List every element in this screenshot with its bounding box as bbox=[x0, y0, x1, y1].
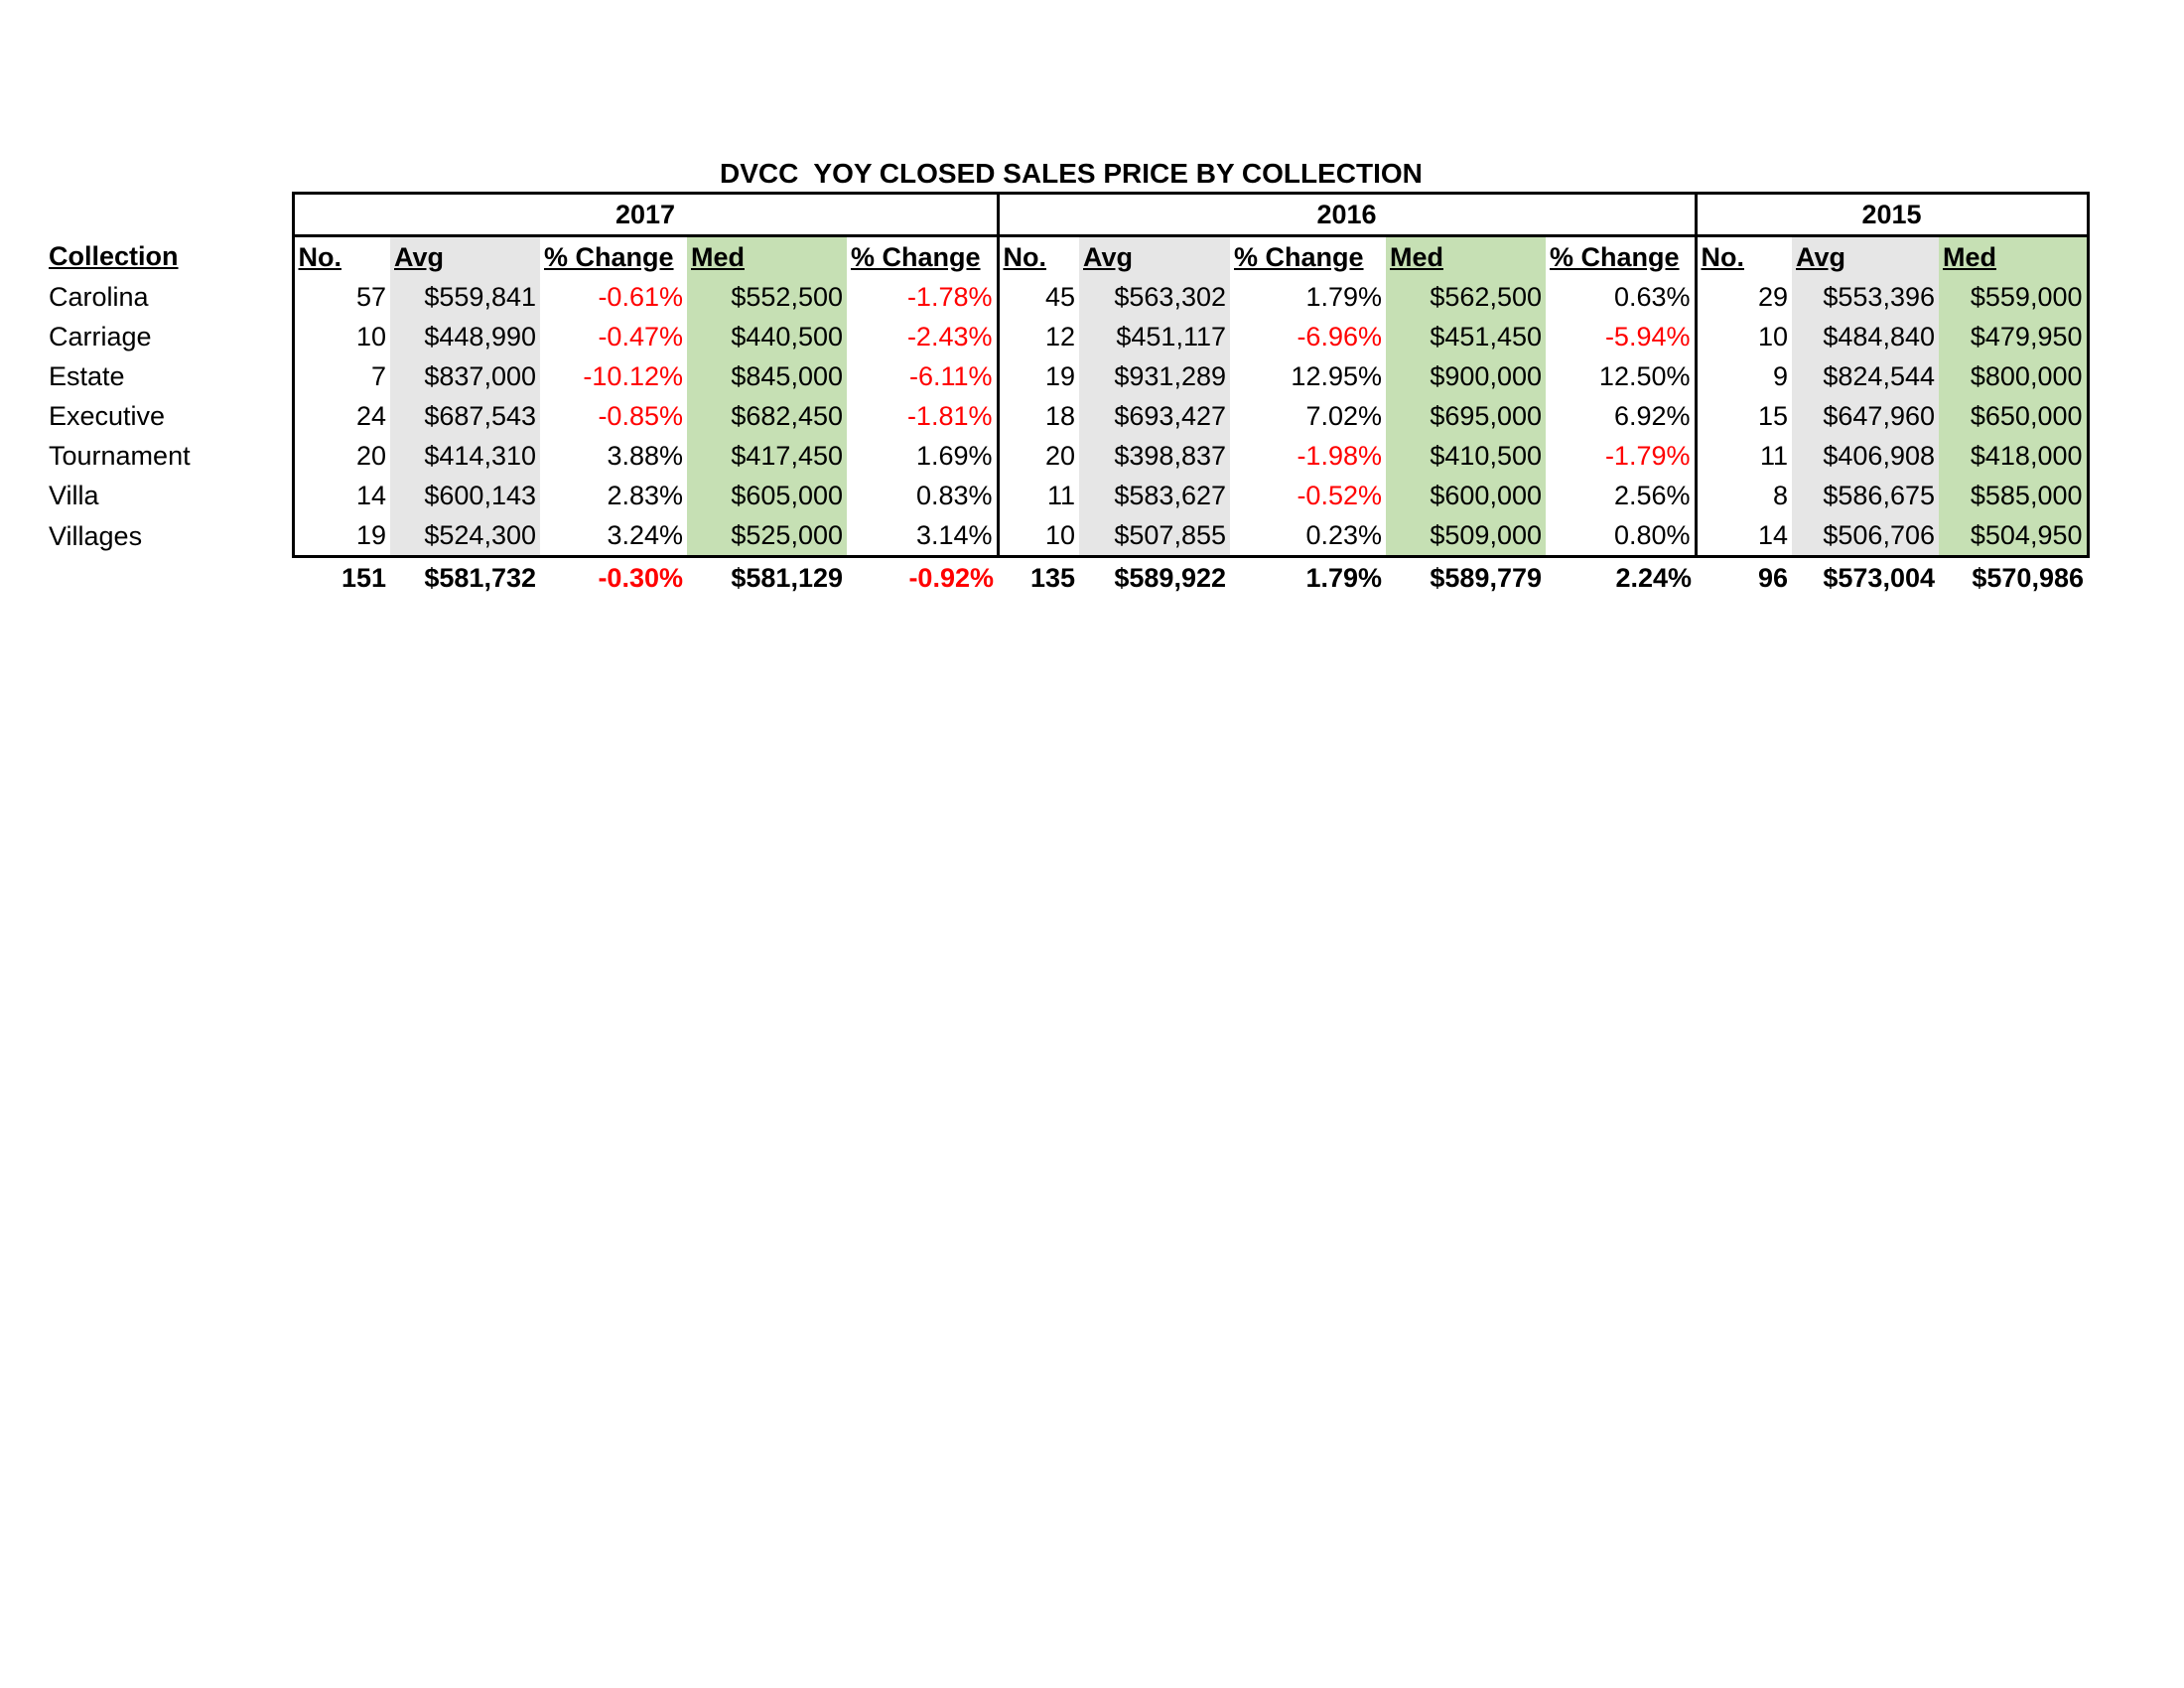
cell-2015-avg: $586,675 bbox=[1792, 476, 1939, 515]
cell-2016-avg-change: -6.96% bbox=[1297, 322, 1382, 352]
cell-2017-med-change: -2.43% bbox=[847, 317, 998, 356]
cell-2017-med: $417,450 bbox=[687, 436, 847, 476]
cell-2016-med-change: 12.50% bbox=[1546, 356, 1696, 396]
cell-2015-med: $479,950 bbox=[1939, 317, 2088, 356]
cell-2017-no: 20 bbox=[293, 436, 390, 476]
collection-name: Villages bbox=[49, 520, 143, 551]
blank-cell bbox=[45, 194, 293, 236]
total-2015-no: 96 bbox=[1757, 563, 1788, 593]
cell-2016-med: $900,000 bbox=[1386, 356, 1546, 396]
table-row bbox=[45, 476, 2088, 515]
cell-2015-med: $585,000 bbox=[1939, 476, 2088, 515]
cell-2015-med: $559,000 bbox=[1939, 277, 2088, 317]
total-2017-med-change: -0.92% bbox=[908, 563, 994, 593]
cell-2017-avg-change: -0.61% bbox=[598, 282, 683, 312]
cell-2016-med: $451,450 bbox=[1386, 317, 1546, 356]
cell-2016-avg-change: 12.95% bbox=[1291, 361, 1382, 391]
cell-2017-no: 24 bbox=[293, 396, 390, 436]
cell-2017-avg: $524,300 bbox=[390, 515, 540, 557]
cell-2017-med: $605,000 bbox=[687, 476, 847, 515]
cell-2017-avg-change: 3.88% bbox=[607, 441, 683, 471]
cell-2015-no: 9 bbox=[1696, 356, 1792, 396]
col-2017-avg: Avg bbox=[390, 236, 540, 278]
report-title: DVCC YOY CLOSED SALES PRICE BY COLLECTION bbox=[720, 158, 1423, 189]
cell-2016-avg: $451,117 bbox=[1079, 317, 1230, 356]
cell-2016-avg: $931,289 bbox=[1079, 356, 1230, 396]
total-2016-med: $589,779 bbox=[1430, 563, 1542, 593]
cell-2017-no: 7 bbox=[293, 356, 390, 396]
cell-2017-med-change: -6.11% bbox=[847, 356, 998, 396]
cell-2017-avg: $559,841 bbox=[390, 277, 540, 317]
col-2017-no: No. bbox=[293, 236, 390, 278]
cell-2017-no: 19 bbox=[293, 515, 390, 557]
cell-2017-med: $525,000 bbox=[687, 515, 847, 557]
cell-2017-avg-change: 2.83% bbox=[607, 481, 683, 510]
cell-2017-avg: $837,000 bbox=[390, 356, 540, 396]
cell-2017-avg: $600,143 bbox=[390, 476, 540, 515]
cell-2015-avg: $484,840 bbox=[1792, 317, 1939, 356]
col-2015-avg: Avg bbox=[1792, 236, 1939, 278]
total-2017-no: 151 bbox=[341, 563, 386, 593]
cell-2015-no: 29 bbox=[1696, 277, 1792, 317]
cell-2015-med: $650,000 bbox=[1939, 396, 2088, 436]
cell-2015-avg: $506,706 bbox=[1792, 515, 1939, 557]
cell-2017-no: 14 bbox=[293, 476, 390, 515]
column-header-row bbox=[45, 236, 2088, 278]
cell-2016-avg: $507,855 bbox=[1079, 515, 1230, 557]
total-2015-avg: $573,004 bbox=[1823, 563, 1935, 593]
cell-2015-avg: $824,544 bbox=[1792, 356, 1939, 396]
col-2016-med: Med bbox=[1386, 236, 1546, 278]
col-2016-no: No. bbox=[1003, 242, 1046, 272]
col-2015-no: No. bbox=[1696, 236, 1792, 278]
total-2017-med: $581,129 bbox=[731, 563, 843, 593]
total-2016-med-change: 2.24% bbox=[1615, 563, 1692, 593]
cell-2016-med: $600,000 bbox=[1386, 476, 1546, 515]
cell-2016-med: $509,000 bbox=[1386, 515, 1546, 557]
sales-price-table bbox=[45, 192, 2090, 598]
cell-2015-med: $504,950 bbox=[1939, 515, 2088, 557]
cell-2016-no: 10 bbox=[998, 515, 1079, 557]
cell-2016-avg: $693,427 bbox=[1079, 396, 1230, 436]
col-2017-med: Med bbox=[687, 236, 847, 278]
totals-row bbox=[45, 557, 2088, 599]
year-2017-header: 2017 bbox=[293, 194, 998, 236]
collection-name: Carriage bbox=[49, 322, 152, 352]
table-row bbox=[45, 396, 2088, 436]
col-2017-med-change: % Change bbox=[847, 236, 998, 278]
cell-2016-avg: $583,627 bbox=[1079, 476, 1230, 515]
cell-2016-med-change: -5.94% bbox=[1546, 317, 1696, 356]
cell-2017-avg-change: -10.12% bbox=[583, 361, 683, 391]
total-2017-avg: $581,732 bbox=[424, 563, 536, 593]
cell-2017-no: 57 bbox=[293, 277, 390, 317]
collection-name: Carolina bbox=[49, 282, 149, 312]
table-row bbox=[45, 317, 2088, 356]
year-2016-header: 2016 bbox=[998, 194, 1696, 236]
cell-2015-med: $800,000 bbox=[1939, 356, 2088, 396]
cell-2016-med: $410,500 bbox=[1386, 436, 1546, 476]
cell-2016-avg-change: 0.23% bbox=[1230, 515, 1386, 557]
cell-2016-no: 19 bbox=[1044, 361, 1075, 391]
cell-2015-avg: $406,908 bbox=[1792, 436, 1939, 476]
cell-2017-med: $552,500 bbox=[687, 277, 847, 317]
total-2017-avg-change: -0.30% bbox=[598, 563, 683, 593]
cell-2017-med: $440,500 bbox=[687, 317, 847, 356]
col-2016-med-change: % Change bbox=[1546, 236, 1696, 278]
cell-2016-med-change: 2.56% bbox=[1546, 476, 1696, 515]
cell-2016-med: $562,500 bbox=[1386, 277, 1546, 317]
cell-2016-no: 11 bbox=[1046, 481, 1075, 510]
cell-2016-med-change: 0.80% bbox=[1546, 515, 1696, 557]
collection-name: Estate bbox=[49, 361, 125, 391]
cell-2015-no: 8 bbox=[1696, 476, 1792, 515]
cell-2016-med-change: 0.63% bbox=[1546, 277, 1696, 317]
cell-2016-no: 12 bbox=[1044, 322, 1075, 352]
col-2016-avg-change: % Change bbox=[1234, 242, 1364, 272]
cell-2017-avg: $687,543 bbox=[390, 396, 540, 436]
total-2016-avg: $589,922 bbox=[1114, 563, 1226, 593]
cell-2016-med-change: -1.79% bbox=[1546, 436, 1696, 476]
cell-2015-no: 10 bbox=[1696, 317, 1792, 356]
cell-2016-avg-change: -1.98% bbox=[1297, 441, 1382, 471]
table-row bbox=[45, 356, 2088, 396]
cell-2016-no: 20 bbox=[1044, 441, 1075, 471]
col-2016-avg: Avg bbox=[1079, 236, 1230, 278]
collection-name: Villa bbox=[49, 481, 99, 510]
cell-2016-avg: $563,302 bbox=[1079, 277, 1230, 317]
cell-2016-avg-change: 7.02% bbox=[1305, 401, 1382, 431]
cell-2015-no: 11 bbox=[1696, 436, 1792, 476]
cell-2017-avg-change: -0.85% bbox=[598, 401, 683, 431]
cell-2016-avg: $398,837 bbox=[1079, 436, 1230, 476]
col-2017-avg-change: % Change bbox=[544, 242, 674, 272]
total-2016-avg-change: 1.79% bbox=[1305, 563, 1382, 593]
collection-header: Collection bbox=[49, 241, 179, 272]
cell-2017-avg: $448,990 bbox=[390, 317, 540, 356]
blank-cell bbox=[45, 557, 293, 599]
total-2015-med: $570,986 bbox=[1972, 563, 2084, 593]
cell-2017-med-change: 1.69% bbox=[847, 436, 998, 476]
cell-2017-med-change: -1.78% bbox=[847, 277, 998, 317]
cell-2017-no: 10 bbox=[293, 317, 390, 356]
table-row bbox=[45, 436, 2088, 476]
cell-2017-avg: $414,310 bbox=[390, 436, 540, 476]
table-row bbox=[45, 277, 2088, 317]
cell-2015-avg: $647,960 bbox=[1792, 396, 1939, 436]
year-header-row bbox=[45, 194, 2088, 236]
cell-2016-no: 18 bbox=[1044, 401, 1075, 431]
cell-2017-med-change: 0.83% bbox=[847, 476, 998, 515]
cell-2017-med-change: -1.81% bbox=[847, 396, 998, 436]
year-2015-header: 2015 bbox=[1696, 194, 2088, 236]
cell-2016-med-change: 6.92% bbox=[1546, 396, 1696, 436]
cell-2016-med: $695,000 bbox=[1386, 396, 1546, 436]
col-2015-med: Med bbox=[1939, 236, 2088, 278]
cell-2016-no: 45 bbox=[1044, 282, 1075, 312]
collection-name: Executive bbox=[49, 401, 166, 431]
collection-name: Tournament bbox=[49, 441, 191, 471]
cell-2017-avg-change: -0.47% bbox=[598, 322, 683, 352]
table-row bbox=[45, 515, 2088, 557]
cell-2017-med-change: 3.14% bbox=[847, 515, 998, 557]
total-2016-no: 135 bbox=[1029, 563, 1075, 593]
cell-2015-no: 14 bbox=[1696, 515, 1792, 557]
cell-2015-avg: $553,396 bbox=[1792, 277, 1939, 317]
cell-2017-med: $682,450 bbox=[687, 396, 847, 436]
cell-2015-med: $418,000 bbox=[1939, 436, 2088, 476]
cell-2016-avg-change: -0.52% bbox=[1297, 481, 1382, 510]
cell-2015-no: 15 bbox=[1696, 396, 1792, 436]
cell-2016-avg-change: 1.79% bbox=[1305, 282, 1382, 312]
cell-2017-med: $845,000 bbox=[687, 356, 847, 396]
cell-2017-avg-change: 3.24% bbox=[540, 515, 687, 557]
